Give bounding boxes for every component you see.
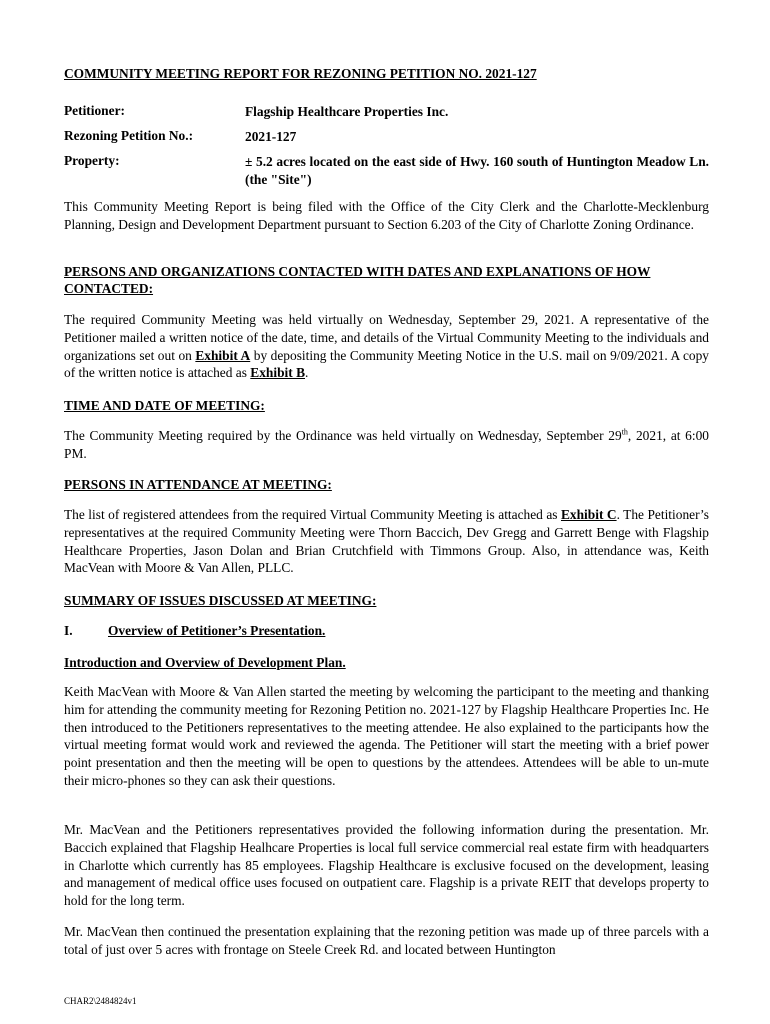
petition-number-value: 2021-127	[245, 129, 297, 144]
petition-number-label: Rezoning Petition No.:	[64, 128, 194, 143]
introduction-overview-heading: Introduction and Overview of Development Plan.	[64, 655, 346, 670]
document-title: COMMUNITY MEETING REPORT FOR REZONING PETITION NO. 2021-127	[64, 66, 537, 81]
exhibit-a-reference: Exhibit A	[195, 347, 251, 363]
welcome-paragraph: Keith MacVean with Moore & Van Allen started the meeting by welcoming the participant to the meeting and thanking him for attending the community meeting for Rezoning Petition no. 2021-127 by Flagship Healthcare Properties Inc. He then introduced to the Petitioners representatives to the meeting attendee. He also explained to the participants how the virtual meeting format would work and reviewed the agenda. The Petitioner will start the meeting with a brief power point presentation and then the meeting will be open to questions by the attendees. Attendees will be able to un-mute their micro-phones so they can ask their questions.	[64, 684, 709, 788]
time-date-paragraph: The Community Meeting required by the Ordinance was held virtually on Wednesday, September 29th, 2021, at 6:00 PM.	[64, 427, 709, 461]
intro-paragraph: This Community Meeting Report is being filed with the Office of the City Clerk and the Charlotte-Mecklenburg Planning, Design and Development Department pursuant to Section 6.203 of the City of Charlotte Zoning Ordinance.	[64, 199, 709, 232]
continued-paragraph: Mr. MacVean then continued the presentation explaining that the rezoning petition was made up of three parcels with a total of just over 5 acres with frontage on Steele Creek Rd. and located between Huntington	[64, 924, 709, 957]
summary-heading: SUMMARY OF ISSUES DISCUSSED AT MEETING:	[64, 593, 377, 608]
section-one-number: I.	[64, 623, 73, 638]
presentation-paragraph: Mr. MacVean and the Petitioners representatives provided the following information during the presentation. Mr. Baccich explained that Flagship Healhcare Properties is local full service commercial real estate firm with headquarters in Charlotte which currently has 85 employees. Flagship Healthcare is exclusive focused on the development, leasing and management of medical office uses focused on outpatient care. Flagship is a private REIT that develops property to hold for the long term.	[64, 822, 709, 909]
property-label: Property:	[64, 153, 120, 168]
attendance-paragraph: The list of registered attendees from the required Virtual Community Meeting is attached as Exhibit C. The Petitioner’s representatives at the required Community Meeting were Thorn Baccich, Dev Gregg and Garrett Benge with Flagship Healthcare Properties, Jason Dolan and Brian Crutchfield with Timmons Group. Also, in attendance was, Keith MacVean with Moore & Van Allen, PLLC.	[64, 507, 709, 576]
document-footer-id: CHAR2\2484824v1	[64, 996, 137, 1006]
time-date-heading: TIME AND DATE OF MEETING:	[64, 398, 265, 413]
attendance-heading: PERSONS IN ATTENDANCE AT MEETING:	[64, 477, 332, 492]
section-one-title: Overview of Petitioner’s Presentation.	[108, 623, 326, 638]
property-value: ± 5.2 acres located on the east side of Hwy. 160 south of Huntington Meadow Ln. (the "Site")	[245, 154, 709, 187]
petitioner-value: Flagship Healthcare Properties Inc.	[245, 104, 449, 119]
exhibit-c-reference: Exhibit C	[560, 507, 617, 522]
persons-contacted-paragraph: The required Community Meeting was held virtually on Wednesday, September 29, 2021. A representative of the Petitioner mailed a written notice of the date, time, and details of the Virtual Community Meeting to the individuals and organizations set out on Exhibit A by depositing the Community Meeting Notice in the U.S. mail on 9/09/2021. A copy of the written notice is attached as Exhibit B.	[64, 312, 709, 381]
exhibit-b-reference: Exhibit B	[250, 365, 305, 381]
petitioner-label: Petitioner:	[64, 103, 125, 118]
persons-contacted-heading: PERSONS AND ORGANIZATIONS CONTACTED WITH DATES AND EXPLANATIONS OF HOW CONTACTED:	[64, 264, 651, 297]
